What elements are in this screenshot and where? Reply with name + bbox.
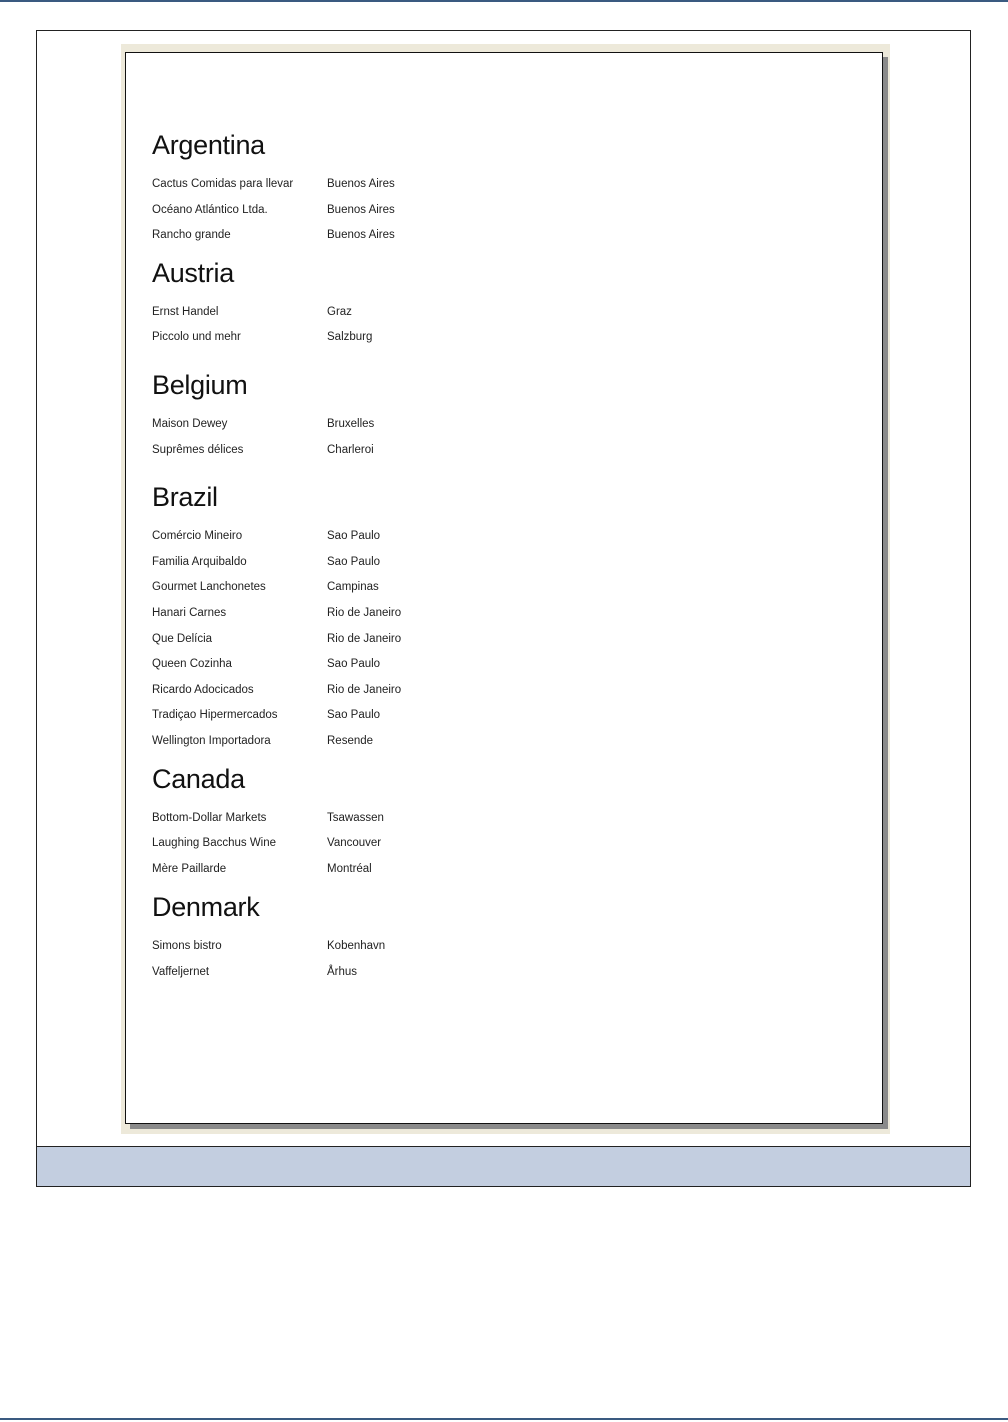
customer-row <box>152 438 852 464</box>
customer-name: Piccolo und mehr <box>152 331 241 344</box>
caption-bar <box>37 1146 970 1186</box>
customer-name: Familia Arquibaldo <box>152 555 247 568</box>
customer-city: Sao Paulo <box>327 530 381 543</box>
customer-row <box>152 857 852 883</box>
customer-city: Buenos Aires <box>327 178 395 190</box>
customer-city: Rio de Janeiro <box>327 683 402 696</box>
customer-row <box>152 223 852 249</box>
customer-city: Montréal <box>327 862 372 875</box>
customer-city: Sao Paulo <box>327 709 381 722</box>
customer-city: Rio de Janeiro <box>327 606 402 619</box>
customer-city: Buenos Aires <box>327 229 395 242</box>
customer-name: Gourmet Lanchonetes <box>152 581 266 594</box>
report-body <box>152 125 852 985</box>
customer-name: Océano Atlántico Ltda. <box>152 203 268 216</box>
customer-name: Vaffeljernet <box>152 965 210 978</box>
customer-city: Rio de Janeiro <box>327 632 402 645</box>
customer-city: Kobenhavn <box>327 940 386 953</box>
customer-city: Graz <box>327 305 352 318</box>
customer-name: Cactus Comidas para llevar <box>152 178 294 190</box>
customer-row <box>152 412 852 438</box>
country-group <box>152 759 852 883</box>
header-rule <box>0 0 1008 2</box>
customer-row <box>152 300 852 326</box>
customer-city: Salzburg <box>327 331 373 344</box>
customer-row <box>152 703 852 729</box>
customer-city: Vancouver <box>327 837 382 850</box>
customer-name: Ricardo Adocicados <box>152 683 254 696</box>
country-heading: Austria <box>152 257 234 288</box>
country-group <box>152 125 852 249</box>
customer-name: Rancho grande <box>152 229 231 242</box>
customer-row <box>152 627 852 653</box>
customer-row <box>152 172 852 198</box>
customer-name: Bottom-Dollar Markets <box>152 811 267 824</box>
customer-name: Queen Cozinha <box>152 658 232 671</box>
customer-name: Mère Paillarde <box>152 862 227 875</box>
customer-row <box>152 729 852 755</box>
footer-rule <box>0 1418 1008 1420</box>
customer-row <box>152 601 852 627</box>
customer-row <box>152 806 852 832</box>
customer-name: Suprêmes délices <box>152 443 244 456</box>
customer-city: Århus <box>327 965 358 978</box>
customer-row <box>152 934 852 960</box>
figure-frame <box>36 30 971 1187</box>
country-group <box>152 477 852 754</box>
customer-city: Campinas <box>327 581 379 594</box>
country-heading: Belgium <box>152 369 248 400</box>
customer-name: Hanari Carnes <box>152 606 227 619</box>
customer-name: Tradiçao Hipermercados <box>152 709 278 722</box>
report-page <box>125 52 883 1124</box>
country-group <box>152 365 852 463</box>
customer-city: Sao Paulo <box>327 555 381 568</box>
country-heading: Brazil <box>152 482 218 513</box>
customer-row <box>152 575 852 601</box>
customer-name: Maison Dewey <box>152 417 228 430</box>
customer-row <box>152 678 852 704</box>
customer-name: Que Delícia <box>152 632 213 645</box>
country-group <box>152 887 852 985</box>
customer-city: Bruxelles <box>327 417 375 430</box>
country-heading: Argentina <box>152 130 265 160</box>
customer-city: Resende <box>327 734 374 747</box>
customer-row <box>152 550 852 576</box>
customer-name: Ernst Handel <box>152 305 219 318</box>
customer-name: Laughing Bacchus Wine <box>152 837 277 850</box>
country-heading: Denmark <box>152 892 260 923</box>
customer-city: Sao Paulo <box>327 658 381 671</box>
customer-row <box>152 831 852 857</box>
customer-row <box>152 198 852 224</box>
customer-name: Wellington Importadora <box>152 734 271 747</box>
customer-row <box>152 524 852 550</box>
customer-city: Tsawassen <box>327 811 384 824</box>
customer-name: Simons bistro <box>152 940 222 953</box>
country-group <box>152 253 852 351</box>
customer-row <box>152 960 852 986</box>
customer-city: Buenos Aires <box>327 203 395 216</box>
customer-row <box>152 325 852 351</box>
customer-row <box>152 652 852 678</box>
customer-city: Charleroi <box>327 443 374 456</box>
customer-name: Comércio Mineiro <box>152 530 243 543</box>
country-heading: Canada <box>152 763 245 794</box>
